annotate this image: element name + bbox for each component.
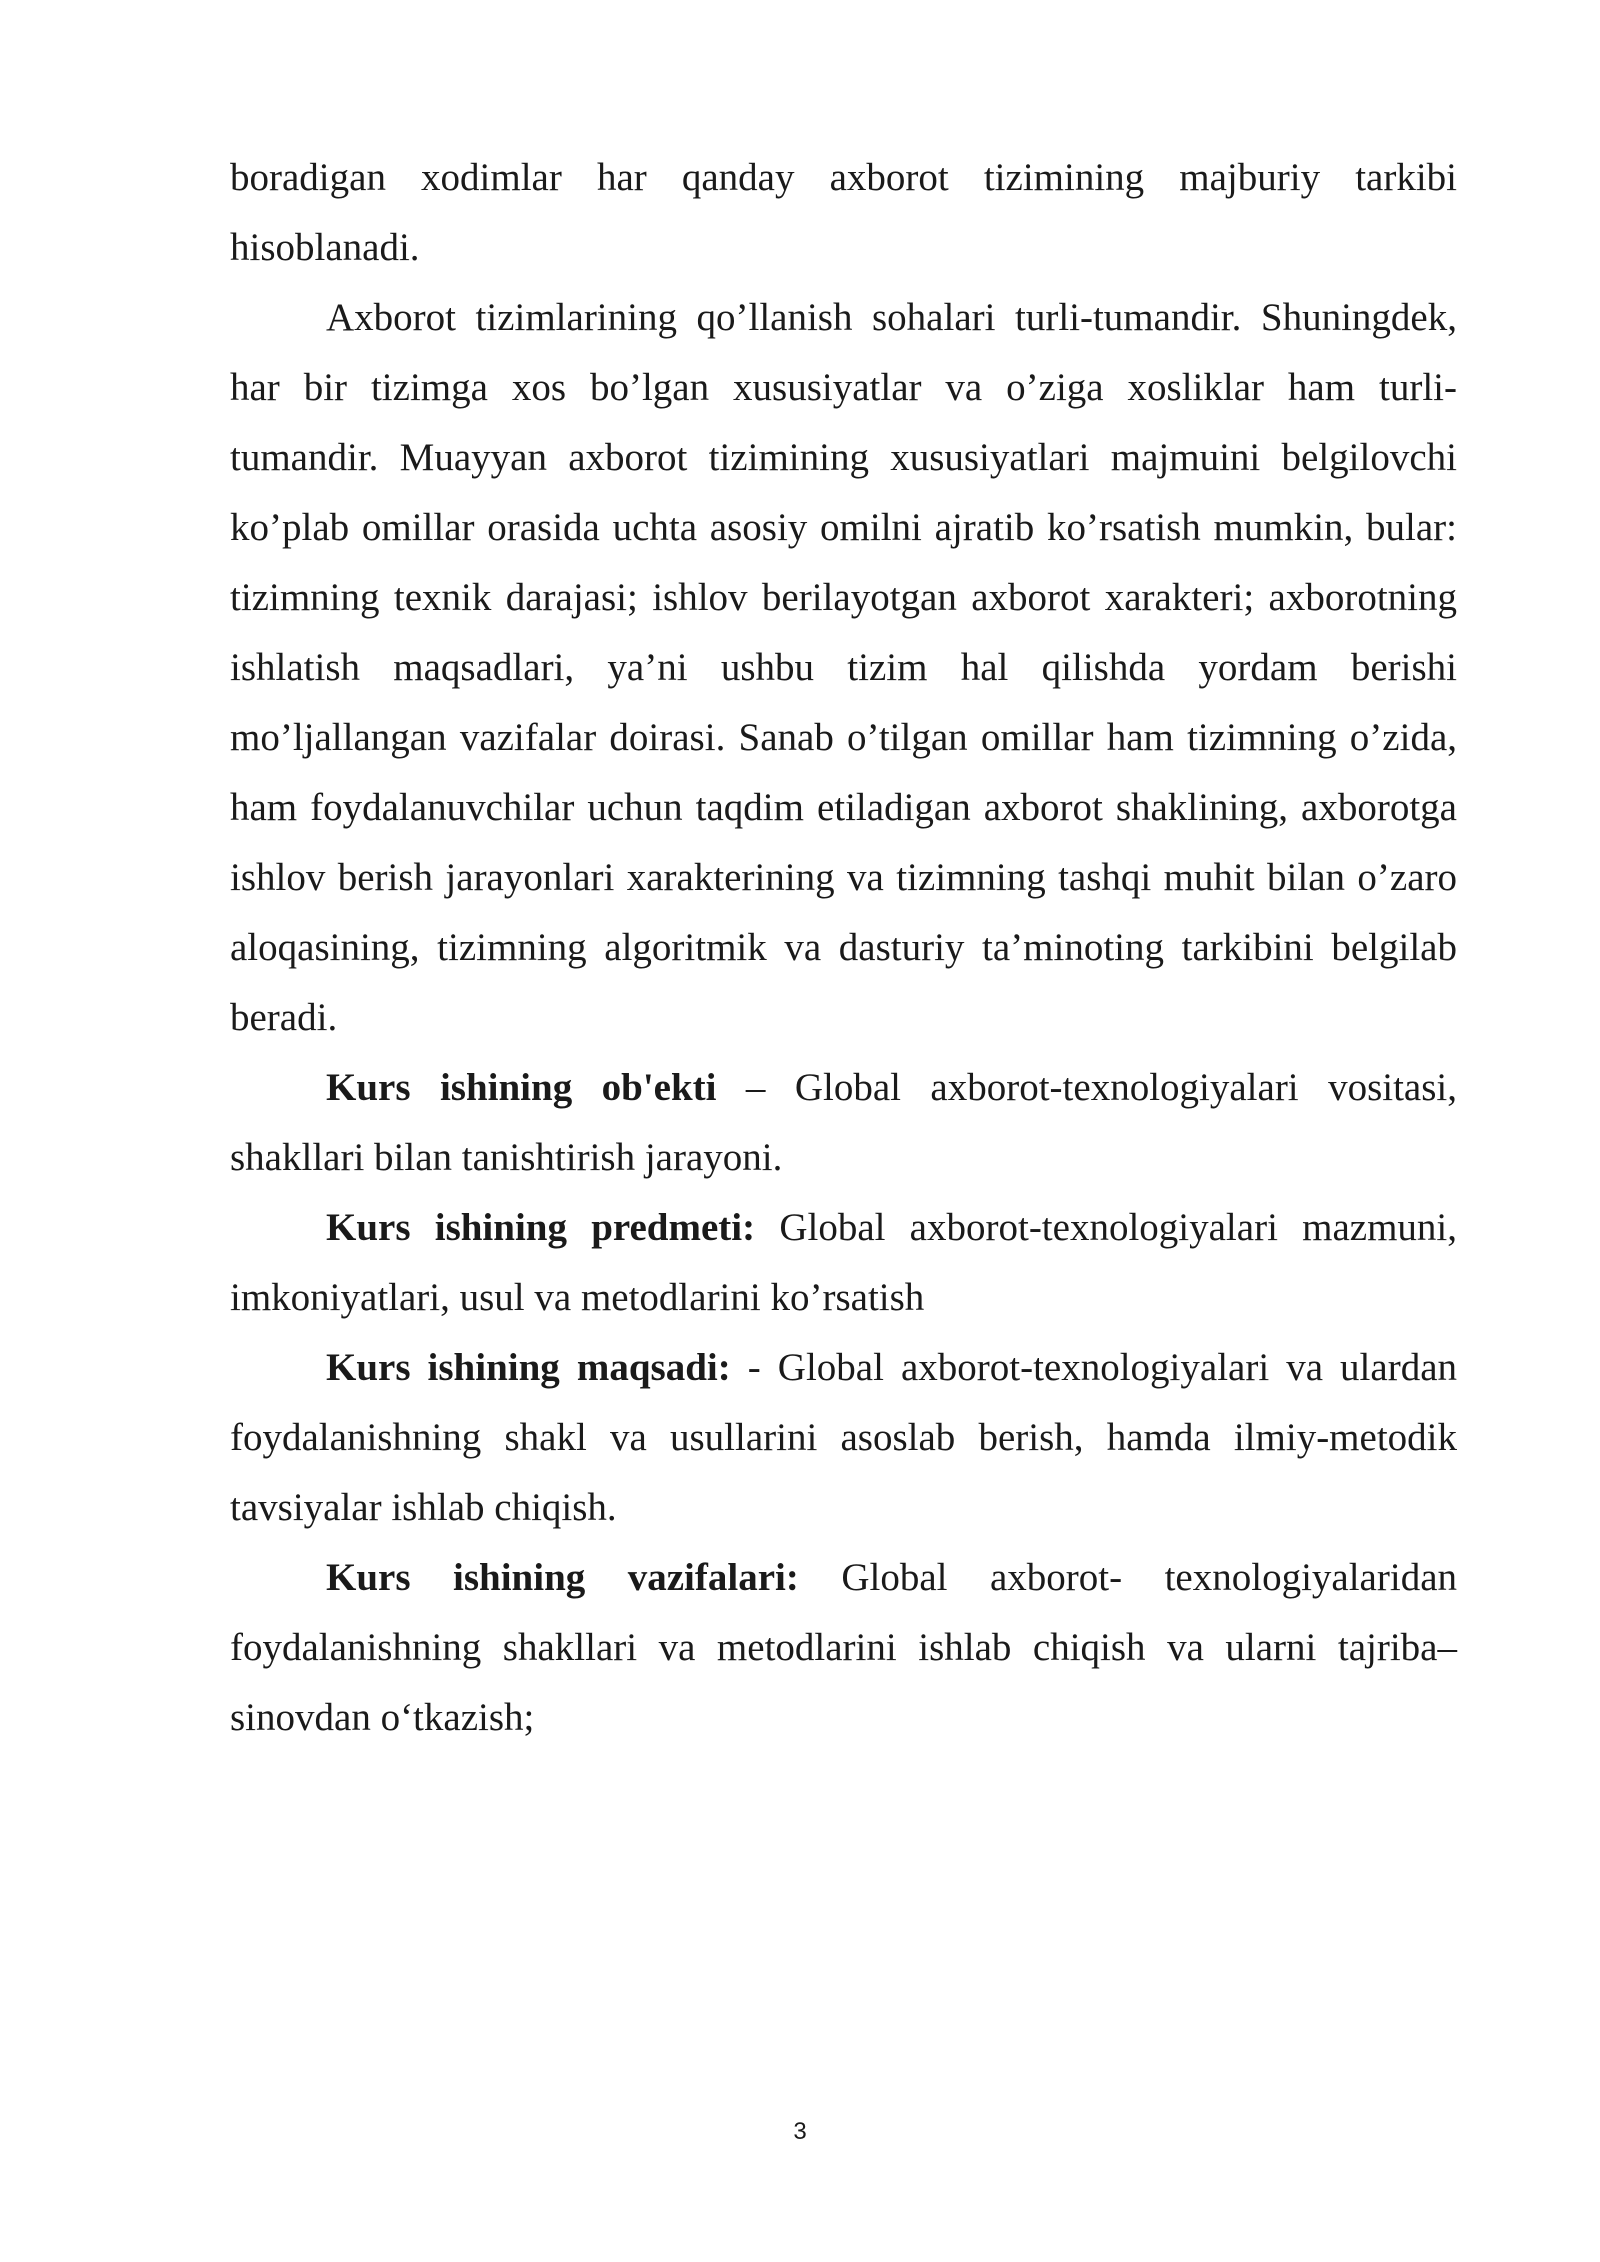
paragraph-subject: [230, 1193, 1457, 1333]
paragraph-continuation: boradigan xodimlar har qanday axborot tizimining majburiy tarkibi hisoblanadi.: [230, 156, 1457, 269]
tasks-text: Global axborot- texnologiyalaridan foydalanishning shakllari va metodlarini ishlab chiqish va ularni tajriba–sinovdan o‘tkazish;: [230, 1556, 1458, 1739]
subject-text: Global axborot-texnologiyalari mazmuni, imkoniyatlari, usul va metodlarini ko’rsatish: [230, 1206, 1457, 1319]
body-text: [230, 143, 1457, 1753]
object-text: – Global axborot-texnologiyalari vositasi, shakllari bilan tanishtirish jarayoni.: [230, 1066, 1457, 1179]
paragraph-goal: [230, 1333, 1457, 1543]
paragraph-tasks: [230, 1543, 1457, 1753]
paragraph-information-systems: Axborot tizimlarining qo’llanish sohalari turli-tumandir. Shuningdek, har bir tizimga xos bo’lgan xususiyatlar va o’ziga xosliklar ham turli-tumandir. Muayyan axborot tizimining xususiyatlari majmuini belgilovchi ko’plab omillar orasida uchta asosiy omilni ajratib ko’rsatish mumkin, bular: tizimning texnik darajasi; ishlov berilayotgan axborot xarakteri; axborotning ishlatish maqsadlari, ya’ni ushbu tizim hal qilishda yordam berishi mo’ljallangan vazifalar doirasi. Sanab o’tilgan omillar ham tizimning o’zida, ham foydalanuvchilar uchun taqdim etiladigan axborot shaklining, axborotga ishlov berish jarayonlari xarakterining va tizimning tashqi muhit bilan o’zaro aloqasining, tizimning algoritmik va dasturiy ta’minoting tarkibini belgilab beradi.: [230, 296, 1457, 1039]
goal-text: - Global axborot-texnologiyalari va ulardan foydalanishning shakl va usullarini asoslab berish, hamda ilmiy-metodik tavsiyalar ishlab chiqish.: [230, 1346, 1457, 1529]
object-label: Kurs ishining ob'ekti: [326, 1066, 717, 1109]
paragraph-object: [230, 1053, 1457, 1193]
tasks-label: Kurs ishining vazifalari:: [326, 1556, 799, 1599]
goal-label: Kurs ishining maqsadi:: [326, 1346, 731, 1389]
subject-label: Kurs ishining predmeti:: [326, 1206, 756, 1249]
page-number: 3: [793, 2118, 807, 2145]
